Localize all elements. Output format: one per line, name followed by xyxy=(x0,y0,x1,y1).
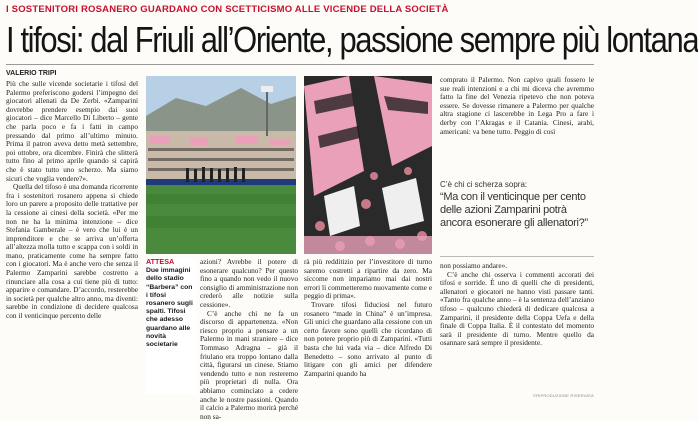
photo-caption xyxy=(146,258,196,394)
article-headline: I tifosi: dal Friuli all’Oriente, passione sempre più lontana xyxy=(6,19,698,60)
article-paragraph: C’è anche chi osserva i commenti accorati dei tifosi e sorride. È uno di quelli che di presidenti, allenatori e giocatori ne hanno visti passare tanti. «Tanto fra qualche anno – è la sentenza dell’anziano tifoso – qualcuno chiederà di dedicare qualcosa a Zamparini, il presidente della Coppa Uefa e della finale di Coppa Italia. È il contestato del momento sarà il presidente di turno. Mentre quello da osannare sarà sempre il presidente. xyxy=(440,269,594,348)
article-column-5 xyxy=(440,262,594,390)
copyright-credit: ©RIPRODUZIONE RISERVATA xyxy=(532,393,594,398)
stadium-photo-fans xyxy=(304,76,432,254)
stadium-photo-pitch xyxy=(146,76,296,254)
byline: VALERIO TRIPI xyxy=(6,70,57,77)
article-column-4 xyxy=(440,76,594,174)
article-paragraph: rà più redditizio per l’investitore di turno saremo costretti a ripartire da zero. Ma siccome non impariamo mai dai nostri errori li commetteremo nuovamente come e peggio di prima». xyxy=(304,257,432,301)
article-column-2 xyxy=(200,257,298,421)
article-kicker: I SOSTENITORI ROSANERO GUARDANO CON SCETTICISMO ALLE VICENDE DELLA SOCIETÀ xyxy=(6,4,449,15)
caption-label: ATTESA xyxy=(146,257,175,266)
article-paragraph: Trovare tifosi fiduciosi nel futuro rosanero “made in China” è un’impresa. Gli unici che guardano alla cessione con un certo favore sono quelli che ricordano di non potere proprio più di Zamparini. «Tutti basta che lui vada via – dice Alfredo Di Benedetto – sono arrivato al punto di litigare con gli amici per difendere Zamparini quando ha xyxy=(304,299,432,378)
article-paragraph: azioni? Avrebbe il potere di esonerare qualcuno? Per questo fino a quando non vedo il nuovo consiglio di amministrazione non crederò alle notizie sulla cessione». xyxy=(200,257,298,309)
article-paragraph: Più che sulle vicende societarie i tifosi del Palermo preferiscono godersi l’impegno dei giocatori allenati da De Zerbi. «Zamparini dovrebbe prendere esempio dai suoi giocatori – dice Marcello Di Liberto – gente che parla poco e fa i fatti in campo pressando dal primo all’ultimo minuto. Prima il patron aveva detto metà settembre, poi ottobre, ora dicembre. Finirà che slitterà tutto fino al primo aprile quando si capirà che è stato tutto uno scherzo. Ma siamo sicuri che voglia vendere?». xyxy=(6,79,138,183)
pull-quote-divider xyxy=(440,256,594,257)
article-paragraph: comprato il Palermo. Non capivo quali fossero le sue reali intenzioni e a chi mi diceva che avremmo fatto la fine del Venezia ripetevo che non poteva essere. Se dovesse rimanere a Palermo per qualche altra stagione ci lascerebbe in Lega Pro a fare i derby con l’Akragas e il Catania. Cinesi, arabi, americani: va bene tutto. Peggio di così xyxy=(440,75,594,136)
article-paragraph: non possiamo andare». xyxy=(440,261,508,270)
pull-quote xyxy=(440,180,594,256)
article-column-1 xyxy=(6,80,138,394)
article-column-3 xyxy=(304,258,432,394)
pull-quote-lead: C’è chi ci scherza sopra: xyxy=(440,180,528,189)
article-paragraph: C’è anche chi ne fa un discorso di appartenenza. «Non riesco proprio a pensare a un Palermo in mani straniere – dice Tommaso Adragna – già il friulano era troppo lontano dalla città, figurarsi un cinese. Stiamo vendendo tutto e non resteremo più proprietari di nulla. Ora abbiamo cominciato a cedere anche le nostre passioni. Quando il calcio a Palermo morirà perché non sa- xyxy=(200,308,298,421)
pull-quote-text: “Ma con il venticinque per cento delle azioni Zamparini potrà ancora esonerare gli allenatori?” xyxy=(440,191,588,229)
headline-divider xyxy=(6,64,594,65)
caption-text: Due immagini dello stadio “Barbera” con i tifosi rosanero sugli spalti. Tifosi che adesso guardano alle novità societarie xyxy=(146,267,193,349)
article-paragraph: Quella del tifoso è una domanda ricorrente fra i sostenitori rosanero appena si chiede loro un parere a proposito delle trattative per la cessione ai cinesi della società. «Per me non ne ha la minima intenzione – dice Stefania Gamberale – è vero che lui è un imprenditore e che se arriva un’offerta all’altezza molla tutto e scappa con i soldi in mano, praticamente come ha sempre fatto con i giocatori. Ma è anche vero che senza il Palermo Zamparini sarebbe costretto a rinunciare alla cosa a cui tiene più di tutto: apparire e comandare. D’accordo, resterebbe in società per qualche altro anno, ma diventi: sarebbe in condizione di decidere qualcosa con il venticinque percento delle xyxy=(6,182,138,321)
